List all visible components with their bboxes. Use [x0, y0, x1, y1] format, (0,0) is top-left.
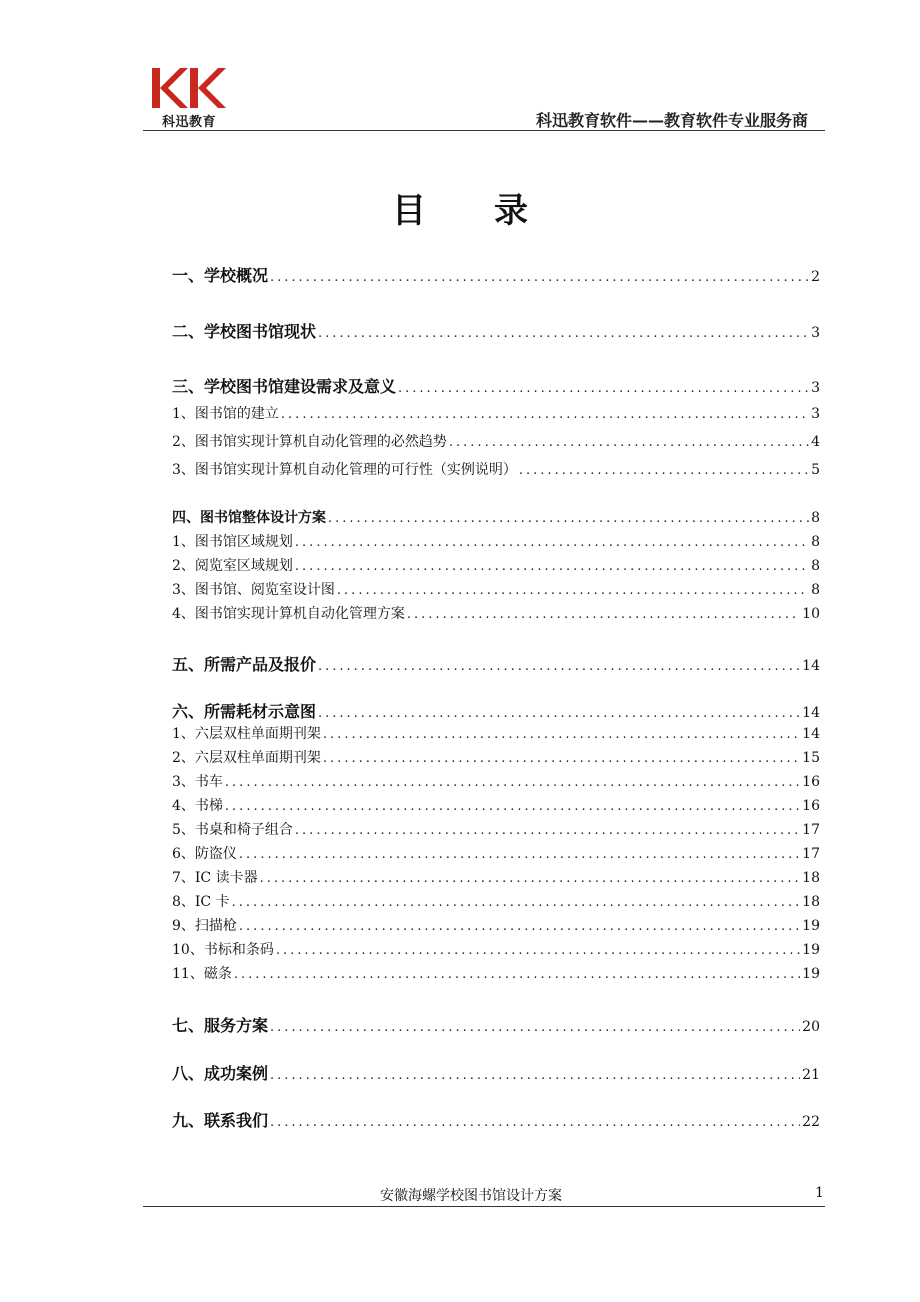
toc-entry[interactable]: [172, 403, 820, 423]
toc-entry-label: 2、图书馆实现计算机自动化管理的必然趋势: [172, 434, 447, 450]
leader-dots: [239, 847, 800, 862]
toc-entry-page: 16: [802, 774, 820, 790]
kk-logo-mark-icon: [150, 66, 228, 112]
toc-entry[interactable]: [172, 459, 820, 479]
toc-entry[interactable]: [172, 603, 820, 623]
leader-dots: [281, 407, 809, 422]
title-char-2: 录: [494, 191, 528, 231]
toc-entry[interactable]: [172, 263, 820, 286]
toc-entry-page: 8: [811, 558, 820, 574]
toc-entry[interactable]: [172, 891, 820, 911]
toc-entry[interactable]: [172, 1108, 820, 1131]
leader-dots: [337, 583, 809, 598]
toc-entry[interactable]: [172, 771, 820, 791]
toc-entry[interactable]: [172, 319, 820, 342]
toc-entry[interactable]: [172, 431, 820, 451]
toc-entry-page: 18: [802, 894, 820, 910]
toc-entry-page: 5: [811, 462, 820, 478]
leader-dots: [225, 775, 800, 790]
toc-entry-label: 六、所需耗材示意图: [172, 702, 317, 721]
toc-entry-page: 8: [811, 582, 820, 598]
toc-entry-label: 11、磁条: [172, 966, 232, 982]
leader-dots: [398, 381, 809, 396]
leader-dots: [270, 1020, 800, 1035]
toc-entry[interactable]: [172, 1061, 820, 1084]
toc-entry-page: 17: [802, 822, 820, 838]
leader-dots: [270, 1115, 800, 1130]
toc-entry[interactable]: [172, 1013, 820, 1036]
toc-entry-page: 3: [811, 380, 820, 396]
leader-dots: [295, 823, 800, 838]
toc-entry-label: 四、图书馆整体设计方案: [172, 510, 326, 526]
footer-document-title: 安徽海螺学校图书馆设计方案: [380, 1188, 562, 1204]
leader-dots: [519, 463, 809, 478]
leader-dots: [276, 943, 800, 958]
toc-entry-label: 1、图书馆区域规划: [172, 534, 293, 550]
toc-entry-label: 3、图书馆实现计算机自动化管理的可行性（实例说明）: [172, 462, 517, 478]
leader-dots: [328, 511, 809, 526]
toc-entry[interactable]: [172, 579, 820, 599]
leader-dots: [323, 751, 800, 766]
toc-entry-page: 20: [802, 1019, 820, 1035]
toc-entry[interactable]: [172, 939, 820, 959]
toc-entry-label: 5、书桌和椅子组合: [172, 822, 293, 838]
header-divider: [143, 130, 825, 131]
leader-dots: [323, 727, 800, 742]
toc-entry-label: 一、学校概况: [172, 266, 269, 285]
header-tagline: 科迅教育软件——教育软件专业服务商: [535, 111, 808, 130]
toc-entry-label: 2、六层双柱单面期刊架: [172, 750, 321, 766]
toc-entry-label: 7、IC 读卡器: [172, 870, 258, 886]
toc-entry[interactable]: [172, 555, 820, 575]
toc-entry-label: 五、所需产品及报价: [172, 655, 317, 674]
toc-entry-page: 2: [811, 269, 820, 285]
company-logo: [150, 66, 228, 128]
toc-entry-label: 6、防盗仪: [172, 846, 237, 862]
toc-entry-page: 14: [802, 658, 820, 674]
toc-entry-label: 1、图书馆的建立: [172, 406, 279, 422]
leader-dots: [295, 535, 809, 550]
toc-entry[interactable]: [172, 819, 820, 839]
toc-entry-label: 9、扫描枪: [172, 918, 237, 934]
toc-entry[interactable]: [172, 652, 820, 675]
logo-text: 科迅教育: [161, 115, 216, 130]
toc-entry-page: 4: [811, 434, 820, 450]
toc-entry-label: 2、阅览室区域规划: [172, 558, 293, 574]
toc-entry-page: 16: [802, 798, 820, 814]
toc-entry[interactable]: [172, 915, 820, 935]
toc-entry[interactable]: [172, 699, 820, 722]
toc-entry[interactable]: [172, 723, 820, 743]
toc-entry[interactable]: [172, 531, 820, 551]
leader-dots: [318, 659, 800, 674]
toc-entry[interactable]: [172, 795, 820, 815]
toc-entry-page: 10: [802, 606, 820, 622]
toc-entry[interactable]: [172, 747, 820, 767]
page-title: [0, 183, 920, 232]
toc-entry-label: 3、书车: [172, 774, 223, 790]
toc-entry-label: 4、书梯: [172, 798, 223, 814]
toc-entry-page: 19: [802, 942, 820, 958]
toc-entry-label: 3、图书馆、阅览室设计图: [172, 582, 335, 598]
toc-entry-page: 19: [802, 966, 820, 982]
footer-page-number: 1: [815, 1185, 824, 1201]
toc-entry[interactable]: [172, 843, 820, 863]
toc-entry-label: 九、联系我们: [172, 1111, 269, 1130]
toc-entry[interactable]: [172, 374, 820, 397]
leader-dots: [270, 270, 809, 285]
toc-entry-label: 8、IC 卡: [172, 894, 230, 910]
toc-entry-page: 8: [811, 510, 820, 526]
title-char-1: 目: [392, 191, 426, 231]
toc-entry-page: 17: [802, 846, 820, 862]
toc-entry[interactable]: [172, 963, 820, 983]
toc-entry-page: 18: [802, 870, 820, 886]
toc-entry-label: 三、学校图书馆建设需求及意义: [172, 377, 397, 396]
toc-entry-page: 8: [811, 534, 820, 550]
leader-dots: [295, 559, 809, 574]
toc-entry[interactable]: [172, 507, 820, 527]
toc-entry-label: 八、成功案例: [172, 1064, 269, 1083]
toc-entry-page: 3: [811, 406, 820, 422]
leader-dots: [270, 1068, 800, 1083]
toc-entry-page: 19: [802, 918, 820, 934]
toc-entry-page: 14: [802, 705, 820, 721]
leader-dots: [234, 967, 800, 982]
leader-dots: [318, 706, 800, 721]
toc-entry-page: 3: [811, 325, 820, 341]
toc-entry-label: 1、六层双柱单面期刊架: [172, 726, 321, 742]
toc-entry-label: 七、服务方案: [172, 1016, 269, 1035]
toc-entry-page: 21: [802, 1067, 820, 1083]
toc-entry-page: 14: [802, 726, 820, 742]
footer-divider: [143, 1206, 825, 1207]
leader-dots: [407, 607, 800, 622]
leader-dots: [260, 871, 801, 886]
leader-dots: [318, 326, 809, 341]
toc-entry[interactable]: [172, 867, 820, 887]
leader-dots: [232, 895, 801, 910]
toc-entry-label: 二、学校图书馆现状: [172, 322, 317, 341]
toc-entry-label: 4、图书馆实现计算机自动化管理方案: [172, 606, 405, 622]
leader-dots: [449, 435, 809, 450]
toc-entry-page: 15: [802, 750, 820, 766]
leader-dots: [225, 799, 800, 814]
toc-entry-label: 10、书标和条码: [172, 942, 274, 958]
leader-dots: [239, 919, 800, 934]
toc-entry-page: 22: [802, 1114, 820, 1130]
